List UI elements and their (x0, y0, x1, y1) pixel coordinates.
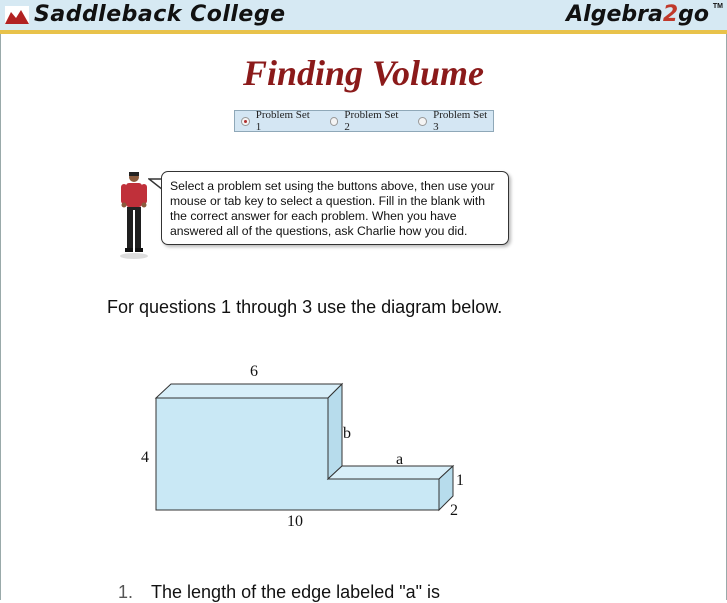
problem-set-2-label: Problem Set 2 (344, 109, 399, 133)
label-depth: 2 (450, 502, 458, 519)
brand-two: 2 (662, 2, 679, 27)
brand-go: go (678, 2, 709, 27)
problem-set-3-label: Problem Set 3 (433, 109, 488, 133)
algebra2go-logo (566, 2, 709, 27)
top-face (156, 384, 342, 398)
question-1-number: 1. (118, 582, 134, 602)
problem-set-selector (234, 110, 494, 132)
label-bottom: 10 (287, 513, 303, 530)
college-name: Saddleback College (34, 2, 286, 27)
question-intro: For questions 1 through 3 use the diagram below. (107, 297, 503, 317)
trademark: TM (712, 3, 723, 10)
frame-left-border (0, 34, 1, 600)
problem-set-3-radio[interactable] (418, 109, 493, 133)
site-header (0, 0, 727, 34)
label-right-height: 1 (456, 472, 464, 489)
saddleback-logo-icon (5, 6, 29, 24)
label-b: b (343, 425, 351, 442)
radio-selected-icon[interactable] (241, 117, 250, 126)
problem-set-1-radio[interactable] (241, 109, 316, 133)
radio-unselected-icon[interactable] (330, 117, 339, 126)
label-left: 4 (141, 449, 149, 466)
right-face-tall (328, 384, 342, 479)
radio-unselected-icon[interactable] (418, 117, 427, 126)
label-top: 6 (250, 363, 258, 380)
problem-set-2-radio[interactable] (330, 109, 405, 133)
label-a: a (396, 451, 404, 468)
l-shaped-prism-diagram (130, 355, 490, 535)
problem-set-1-label: Problem Set 1 (255, 109, 310, 133)
question-1-text: The length of the edge labeled "a" is (151, 582, 440, 602)
page-title: Finding Volume (242, 53, 485, 93)
top-face-low (328, 466, 453, 479)
brand-algebra: Algebra (566, 2, 663, 27)
instructions-bubble: Select a problem set using the buttons above, then use your mouse or tab key to select a question. Fill in the blank with the correct answer for each problem. When you have answered all of the questions, ask Charlie how you did. (161, 171, 509, 245)
